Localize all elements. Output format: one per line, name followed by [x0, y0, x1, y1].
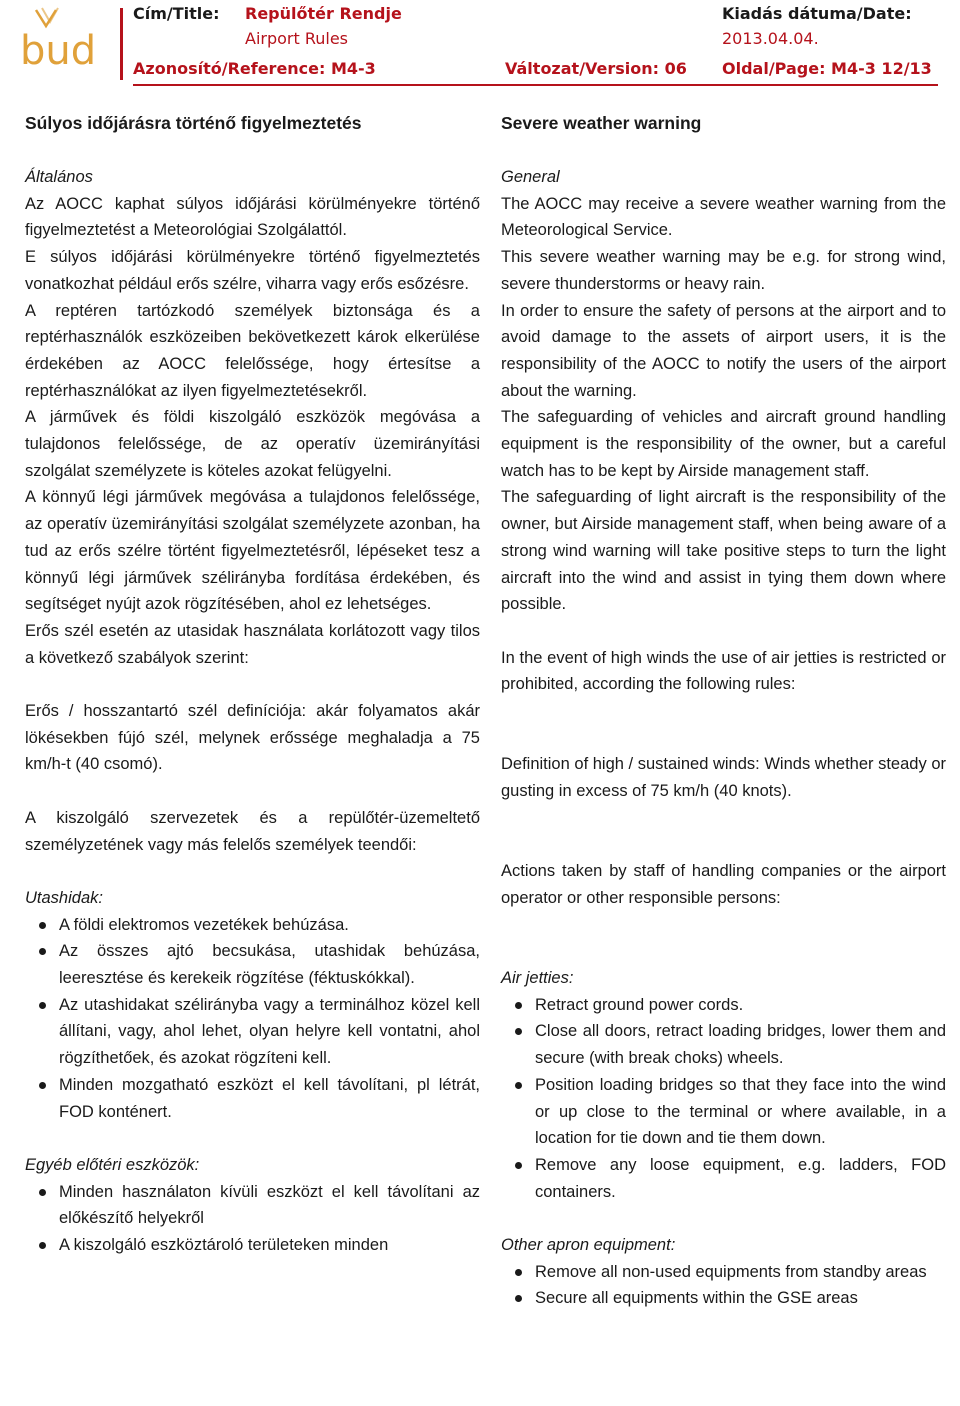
title-english: Airport Rules	[245, 29, 349, 48]
bullet-icon	[39, 1082, 46, 1089]
wind-definition: Erős / hosszantartó szél definíciója: akár folyamatos akár lökésekben fújó szél, melynek erőssége meghaladja a 75 km/h-t (40 csomó).	[25, 702, 480, 774]
paragraph: A reptéren tartózkodó személyek biztonsága és a reptérhasználók eszközeiben bekövetkezett károk elkerülése érdekében az AOCC felelőssége, hogy értesítse a reptérhasználókat az ilyen figyelmeztetésekről.	[25, 301, 480, 400]
document-header	[0, 0, 960, 88]
other-equipment-label: Other apron equipment:	[501, 1236, 676, 1254]
other-equipment-list	[25, 1179, 480, 1259]
english-column	[501, 110, 946, 1312]
hungarian-column	[25, 110, 480, 1259]
bullet-icon	[39, 1002, 46, 1009]
list-item: A kiszolgáló eszköztároló területeken minden	[25, 1232, 480, 1259]
wind-definition: Definition of high / sustained winds: Winds whether steady or gusting in excess of 75 km/h (40 knots).	[501, 755, 946, 801]
bullet-icon	[515, 1295, 522, 1302]
other-equipment-label: Egyéb előtéri eszközök:	[25, 1155, 200, 1174]
other-equipment-list	[501, 1259, 946, 1312]
title-label: Cím/Title:	[133, 4, 220, 23]
bullet-icon	[515, 1162, 522, 1169]
list-item: Remove all non-used equipments from standby areas	[501, 1259, 946, 1286]
list-item: Close all doors, retract loading bridges, lower them and secure (with break choks) wheels.	[501, 1018, 946, 1071]
page-number: Oldal/Page: M4-3 12/13	[722, 59, 932, 78]
header-rule	[133, 84, 938, 86]
paragraph: E súlyos időjárási körülményekre történő figyelmeztetés vonatkozhat például erős szélre, viharra vagy erős esőzésre.	[25, 248, 480, 293]
list-item: Secure all equipments within the GSE areas	[501, 1285, 946, 1312]
paragraph: The safeguarding of light aircraft is the responsibility of the owner, but Airside management staff, when being aware of a strong wind warning will take positive steps to turn the light aircraft into the wind and assist in tying them down where possible.	[501, 488, 946, 614]
jetties-label: Air jetties:	[501, 968, 574, 987]
jetties-label: Utashidak:	[25, 888, 103, 907]
paragraph: A járművek és földi kiszolgáló eszközök megóvása a tulajdonos felelőssége, de az operatív üzemirányítási szolgálat személyzete is köteles azokat felügyelni.	[25, 408, 480, 480]
reference: Azonosító/Reference: M4-3	[133, 59, 376, 78]
jetties-list	[501, 992, 946, 1206]
paragraph: In order to ensure the safety of persons at the airport and to avoid damage to the assets of airport users, it is the responsibility of the AOCC to notify the users of the airport about the warning.	[501, 301, 946, 400]
bullet-icon	[39, 1189, 46, 1196]
actions-intro: A kiszolgáló szervezetek és a repülőtér-üzemeltető személyzetének vagy más felelős személyek teendői:	[25, 808, 480, 854]
bullet-icon	[515, 1269, 522, 1276]
general-label: Általános	[25, 168, 93, 186]
header-divider	[120, 8, 123, 80]
bullet-icon	[39, 922, 46, 929]
bullet-icon	[515, 1028, 522, 1035]
version: Változat/Version: 06	[505, 59, 687, 78]
title-hungarian: Repülőtér Rendje	[245, 4, 402, 23]
paragraph: A könnyű légi járművek megóvása a tulajdonos felelőssége, az operatív üzemirányítási szolgálat személyzete azonban, ha tud az erős szélre történt figyelmeztetésről, lépéseket tesz a könnyű légi járművek szélirányba fordítása érdekében, és segítséget nyújt azok rögzítésében, ahol ez lehetséges.	[25, 488, 480, 614]
list-item: Retract ground power cords.	[501, 992, 946, 1019]
date-value: 2013.04.04.	[722, 29, 819, 48]
section-title: Súlyos időjárásra történő figyelmeztetés	[25, 113, 362, 133]
bud-logo	[6, 4, 118, 74]
bullet-icon	[515, 1002, 522, 1009]
list-item: Minden használaton kívüli eszközt el kell távolítani az előkészítő helyekről	[25, 1179, 480, 1232]
svg-text:bud: bud	[20, 28, 97, 74]
list-item: Remove any loose equipment, e.g. ladders, FOD containers.	[501, 1152, 946, 1205]
list-item: A földi elektromos vezetékek behúzása.	[25, 912, 480, 939]
list-item: Minden mozgatható eszközt el kell távolítani, pl létrát, FOD konténert.	[25, 1072, 480, 1125]
paragraph: This severe weather warning may be e.g. for strong wind, severe thunderstorms or heavy rain.	[501, 248, 946, 293]
bullet-icon	[39, 948, 46, 955]
paragraph: In the event of high winds the use of air jetties is restricted or prohibited, according the following rules:	[501, 648, 946, 694]
actions-intro: Actions taken by staff of handling companies or the airport operator or other responsible persons:	[501, 862, 946, 907]
list-item: Az utashidakat szélirányba vagy a terminálhoz közel kell állítani, vagy, ahol lehet, olyan helyre kell vontatni, ahol rögzíthetőek, és azokat rögzíteni kell.	[25, 992, 480, 1072]
bullet-icon	[39, 1242, 46, 1249]
bullet-icon	[515, 1082, 522, 1089]
date-label: Kiadás dátuma/Date:	[722, 4, 912, 23]
list-item: Position loading bridges so that they face into the wind or up close to the terminal or where available, in a location for tie down and tie them down.	[501, 1072, 946, 1152]
paragraph: Az AOCC kaphat súlyos időjárási körülményekre történő figyelmeztetést a Meteorológiai Szolgálattól.	[25, 194, 480, 240]
general-label: General	[501, 168, 560, 186]
paragraph: Erős szél esetén az utasidak használata korlátozott vagy tilos a következő szabályok szerint:	[25, 621, 480, 667]
jetties-list	[25, 912, 480, 1126]
paragraph: The AOCC may receive a severe weather warning from the Meteorological Service.	[501, 194, 946, 240]
section-title: Severe weather warning	[501, 113, 702, 133]
list-item: Az összes ajtó becsukása, utashidak behúzása, leeresztése és kerekeik rögzítése (féktuskókkal).	[25, 938, 480, 991]
paragraph: The safeguarding of vehicles and aircraft ground handling equipment is the responsibility of the owner, but a careful watch has to be kept by Airside management staff.	[501, 408, 946, 480]
